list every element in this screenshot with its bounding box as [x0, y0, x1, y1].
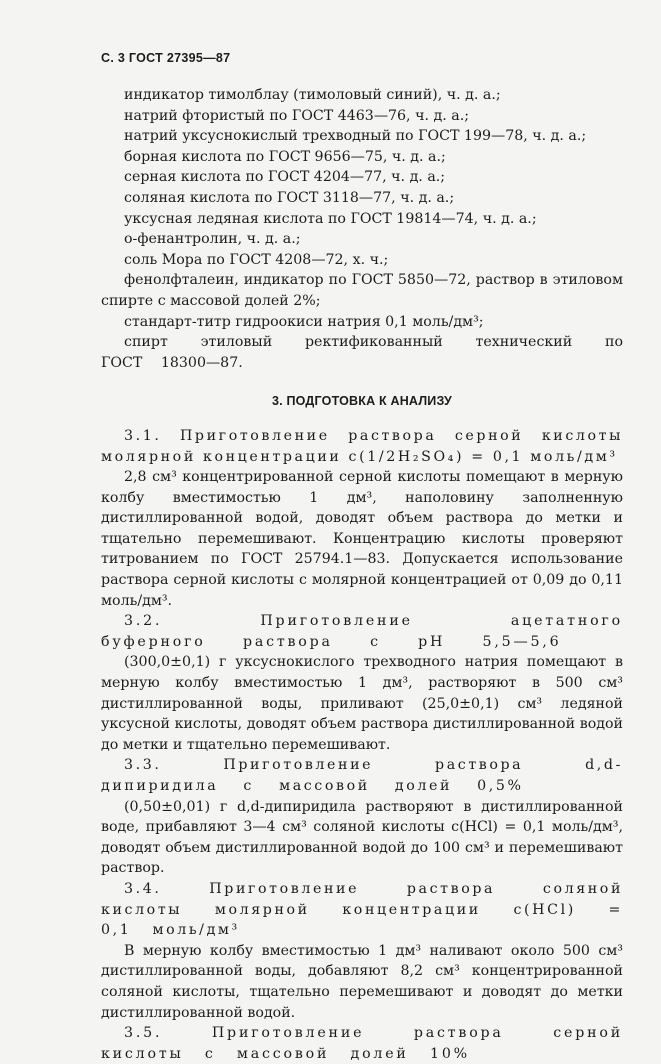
reagent-item: борная кислота по ГОСТ 9656—75, ч. д. а.;: [124, 148, 446, 165]
subsection-heading: 3.1. Приготовление раствора серной кислоты молярной концентрации c(1/2H₂SO₄) = 0,1 моль/дм³: [101, 427, 623, 465]
reagent-item: уксусная ледяная кислота по ГОСТ 19814—74, ч. д. а.;: [124, 210, 537, 227]
reagent-item: натрий фтористый по ГОСТ 4463—76, ч. д. а.;: [124, 107, 469, 124]
subsection-text: (0,50±0,01) г d,d-дипиридила растворяют в дистиллированной воде, прибавляют 3—4 см³ соляной кислоты c(HCl) = 0,1 моль/дм³, доводят объем дистиллированной водой до 100 см³ и перемешивают раствор.: [101, 798, 623, 877]
reagent-item: натрий уксуснокислый трехводный по ГОСТ 199—78, ч. д. а.;: [124, 128, 587, 145]
subsection-heading: 3.4. Приготовление раствора соляной кислоты молярной концентрации c(HCl) = 0,1 моль/дм³: [101, 880, 623, 939]
reagent-item: серная кислота по ГОСТ 4204—77, ч. д. а.;: [124, 169, 446, 186]
page-header: С. 3 ГОСТ 27395—87: [101, 51, 231, 65]
reagent-item: спирт этиловый ректификованный технический по ГОСТ 18300—87.: [101, 334, 623, 371]
subsection-text: (300,0±0,1) г уксуснокислого трехводного натрия помещают в мерную колбу вместимостью 1 дм³, растворяют в 500 см³ дистиллированной воды, приливают (25,0±0,1) см³ ледяной уксусной кислоты, доводят объем раствора дистиллированной водой до метки и тщательно перемешивают.: [101, 654, 623, 753]
reagent-item: соляная кислота по ГОСТ 3118—77, ч. д. а.;: [124, 189, 455, 206]
subsection-text: В мерную колбу вместимостью 1 дм³ наливают около 500 см³ дистиллированной воды, добавляют 8,2 см³ концентрированной соляной кислоты, тщательно перемешивают и доводят до метки дистиллированной водой.: [101, 942, 623, 1021]
subsection-heading: 3.2. Приготовление ацетатного буферного раствора с pH 5,5—5,6: [101, 613, 623, 650]
subsection-heading: 3.5. Приготовление раствора серной кислоты с массовой долей 10%: [101, 1025, 623, 1062]
section-title: 3. ПОДГОТОВКА К АНАЛИЗУ: [271, 394, 452, 409]
reagent-item: стандарт-титр гидроокиси натрия 0,1 моль/дм³;: [124, 313, 484, 330]
reagent-item: о-фенантролин, ч. д. а.;: [124, 231, 301, 248]
reagent-item: фенолфталеин, индикатор по ГОСТ 5850—72, раствор в этиловом спирте с массовой долей 2%;: [101, 272, 623, 309]
subsection-text: 2,8 см³ концентрированной серной кислоты помещают в мерную колбу вместимостью 1 дм³, наполовину заполненную дистиллированной водой, доводят объем раствора до метки и тщательно перемешивают. Концентрацию кислоты проверяют титрованием по ГОСТ 25794.1—83. Допускается использование раствора серной кислоты с молярной концентрацией от 0,09 до 0,11 моль/дм³.: [101, 469, 623, 609]
reagent-item: индикатор тимолблау (тимоловый синий), ч. д. а.;: [124, 87, 501, 103]
reagent-item: соль Мора по ГОСТ 4208—72, х. ч.;: [124, 251, 389, 268]
page-content: [101, 85, 623, 1064]
subsection-heading: 3.3. Приготовление раствора d,d-дипиридила с массовой долей 0,5%: [101, 757, 623, 794]
